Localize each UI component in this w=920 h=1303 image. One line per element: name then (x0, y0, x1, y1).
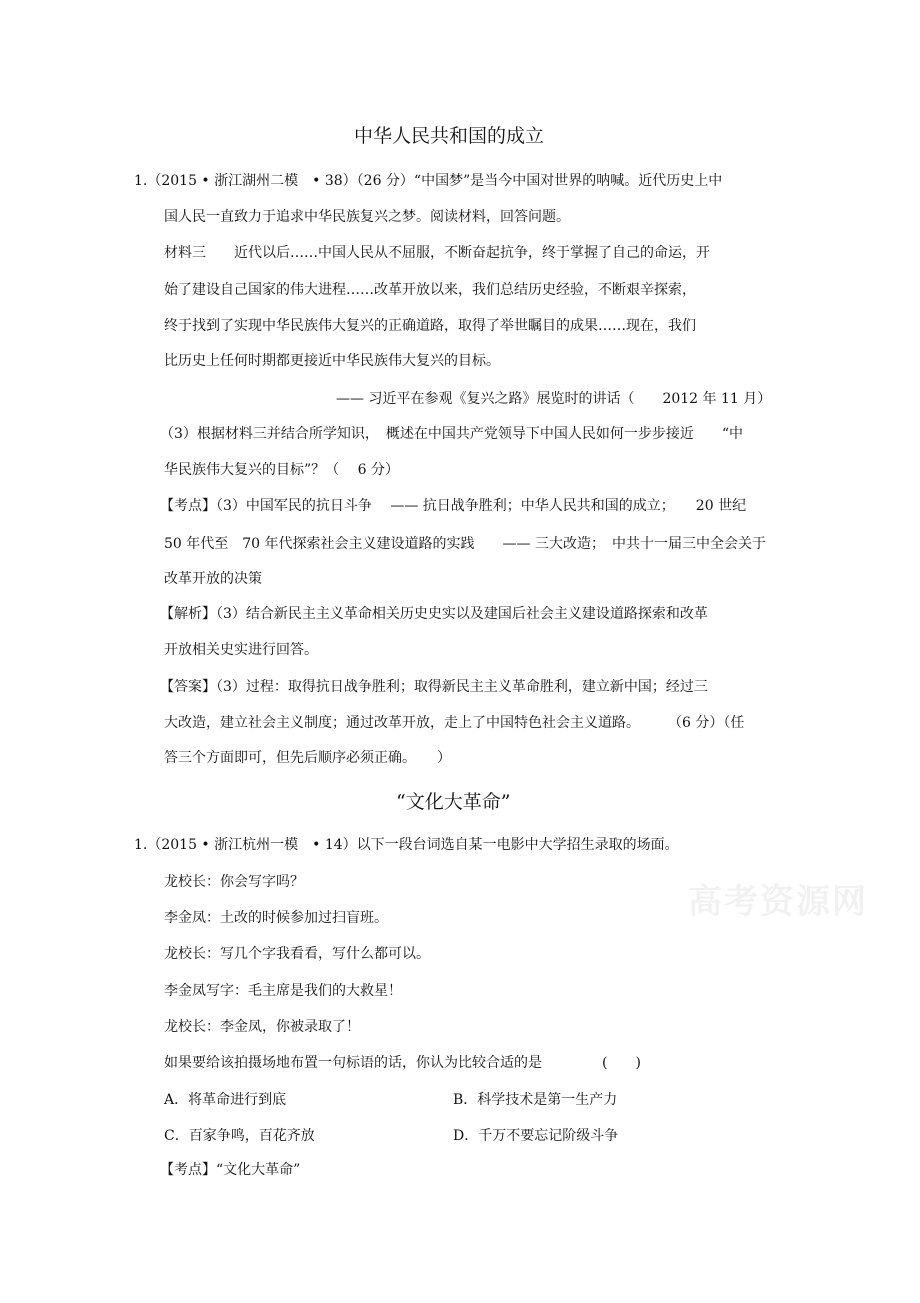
question-2-stem: 1.（2015 • 浙江杭州一模 • 14）以下一段台词选自某一电影中大学招生录取的场面。 (134, 837, 679, 853)
option-a: A．将革命进行到底 (164, 1092, 287, 1108)
question-1-stem-line1: 1.（2015 • 浙江湖州二模 • 38）（26 分）“中国梦”是当今中国对世界的呐喊。近代历史上中 (134, 173, 723, 189)
material-three-line3: 终于找到了实现中华民族伟大复兴的正确道路，取得了举世瞩目的成果……现在，我们 (164, 318, 696, 334)
option-b: B．科学技术是第一生产力 (453, 1092, 618, 1108)
daan-line1: 【答案】（3）过程：取得抗日战争胜利；取得新民主主义革命胜利，建立新中国；经过三 (160, 679, 708, 695)
daan-line3: 答三个方面即可，但先后顺序必须正确。 ） (164, 750, 451, 766)
sub-question-3-line2: 华民族伟大复兴的目标”？（ 6 分） (164, 462, 399, 478)
material-three-line2: 始了建设自己国家的伟大进程……改革开放以来，我们总结历史经验，不断艰辛探索， (164, 282, 696, 298)
dialog-line: 龙校长：你会写字吗？ (164, 874, 304, 890)
material-source-citation: —— 习近平在参观《复兴之路》展览时的讲话（ 2012 年 11 月） (336, 391, 772, 407)
question-1-stem-line2: 国人民一直致力于追求中华民族复兴之梦。阅读材料，回答问题。 (164, 209, 570, 225)
question-2-kaodian: 【考点】“文化大革命” (160, 1162, 301, 1178)
jiexi-line2: 开放相关史实进行回答。 (164, 642, 318, 658)
section-title-founding-of-prc: 中华人民共和国的成立 (354, 125, 545, 147)
option-c: C．百家争鸣，百花齐放 (164, 1128, 315, 1144)
material-three-line4: 比历史上任何时期都更接近中华民族伟大复兴的目标。 (164, 353, 500, 369)
answer-blank: ( ) (602, 1055, 641, 1071)
daan-line2: 大改造，建立社会主义制度；通过改革开放，走上了中国特色社会主义道路。 （6 分）（任 (164, 715, 745, 731)
kaodian-line1: 【考点】（3）中国军民的抗日斗争 —— 抗日战争胜利；中华人民共和国的成立； 20 世纪 (160, 498, 747, 514)
option-d: D．千万不要忘记阶级斗争 (453, 1128, 619, 1144)
sub-question-3-line1: （3）根据材料三并结合所学知识， 概述在中国共产党领导下中国人民如何一步步接近 “中 (160, 426, 744, 442)
kaodian-line2: 50 年代至 70 年代探索社会主义建设道路的实践 —— 三大改造； 中共十一届三中全会关于 (164, 536, 766, 552)
question-2-prompt: 如果要给该拍摄场地布置一句标语的话，你认为比较合适的是 (164, 1055, 542, 1071)
material-three-line1: 材料三 近代以后……中国人民从不屈服，不断奋起抗争，终于掌握了自己的命运，开 (164, 245, 710, 261)
dialog-line: 龙校长：写几个字我看看，写什么都可以。 (164, 946, 430, 962)
dialog-line: 龙校长：李金凤，你被录取了！ (164, 1019, 360, 1035)
dialog-line: 李金凤写字：毛主席是我们的大救星！ (164, 983, 402, 999)
dialog-line: 李金凤：土改的时候参加过扫盲班。 (164, 910, 388, 926)
jiexi-line1: 【解析】（3）结合新民主主义革命相关历史史实以及建国后社会主义建设道路探索和改革 (160, 606, 708, 622)
watermark: 高考资源网 (688, 882, 868, 922)
section-title-cultural-revolution: “文化大革命” (396, 791, 511, 813)
kaodian-line3: 改革开放的决策 (164, 571, 262, 587)
